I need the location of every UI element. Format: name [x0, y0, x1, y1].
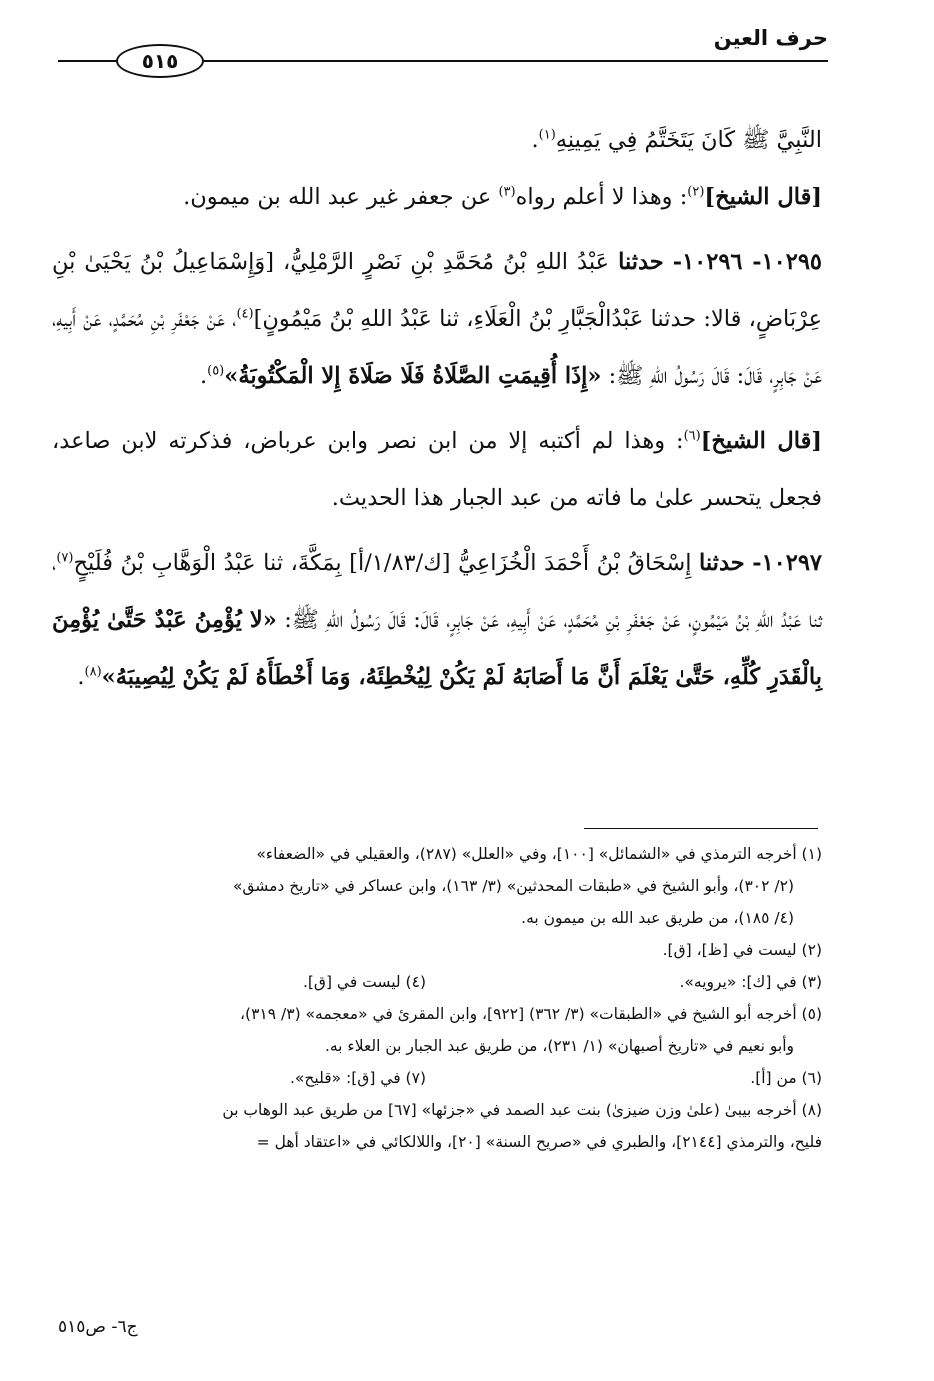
- footnote-5: (٥) أخرجه أبو الشيخ في «الطبقات» (٣/ ٣٦٢) [٩٢٢]، وابن المقرئ في «معجمه» (٣/ ٣١٩)،: [240, 1005, 822, 1023]
- footnote-8: (٨) أخرجه بيبىٰ (علىٰ وزن ضيزىٰ) بنت عبد الصمد في «جزئها» [٦٧] من طريق عبد الوهاب بن: [222, 1101, 822, 1119]
- footnote-separator: [584, 828, 818, 829]
- footnote-3: (٣) في [ك]: «يرويه».: [679, 973, 822, 991]
- footnote-row: [52, 1062, 822, 1094]
- hadith-text: «إِذَا أُقِيمَتِ الصَّلَاةُ فَلَا صَلَاةَ إِلا الْمَكْتُوبَةُ»: [224, 363, 602, 389]
- footnote-4: (٤) ليست في [ق].: [302, 973, 426, 991]
- footnote-8-cont: فليح، والترمذي [٢١٤٤]، والطبري في «صريح السنة» [٢٠]، واللالكائي في «اعتقاد أهل =: [256, 1133, 822, 1151]
- paragraph-1: النَّبِيَّ ﷺ كَانَ يَتَخَتَّمُ فِي يَمِينِهِ$^{(١)}$.: [531, 127, 822, 153]
- footnote-2: (٢) ليست في [ظ]، [ق].: [662, 941, 822, 959]
- hadith-number: ١٠٢٩٥- ١٠٢٩٦-: [672, 249, 822, 275]
- footnote-row: [52, 966, 822, 998]
- footnote-ref: (١): [538, 127, 556, 143]
- footnotes: [52, 838, 822, 1158]
- haddathana-label: حدثنا: [618, 249, 664, 275]
- footnote-ref: (٢): [687, 184, 705, 200]
- sheikh-label: [قال الشيخ]: [704, 184, 822, 210]
- footnote-ref: (٦): [683, 428, 701, 444]
- footnote-ref: (٨): [84, 664, 102, 680]
- footnote-1-cont: (٤/ ١٨٥)، من طريق عبد الله بن ميمون به.: [521, 909, 794, 927]
- paragraph-4: [قال الشيخ]$^{(٦)}$: وهذا لم أكتبه إلا من ابن نصر وابن عرباض، فذكرته لابن صاعد، فجعل يتحسر علىٰ ما فاته من عبد الجبار هذا الحديث.: [52, 428, 822, 511]
- footnote-6: (٦) من [أ].: [750, 1069, 822, 1087]
- footnote-5-cont: وأبو نعيم في «تاريخ أصبهان» (١/ ٢٣١)، من طريق عبد الجبار بن العلاء به.: [324, 1037, 794, 1055]
- haddathana-label: حدثنا: [699, 550, 745, 576]
- footnote-ref: (٣): [498, 184, 516, 200]
- footnote-ref: (٥): [207, 363, 225, 379]
- page-number-badge: ٥١٥: [116, 44, 204, 78]
- chapter-title: حرف العين: [713, 26, 828, 50]
- footnote-ref: (٧): [56, 550, 74, 566]
- main-text: [52, 112, 822, 706]
- paragraph-3: ١٠٢٩٥- ١٠٢٩٦- حدثنا عَبْدُ اللهِ بْنُ مُحَمَّدِ بْنِ نَصْرٍ الرَّمْلِيُّ، [وَإِسْمَاعِيلُ بْنُ يَحْيَىٰ بْنِ عِرْبَاضٍ، قالا: حدثنا عَبْدُالْجَبَّارِ بْنُ الْعَلَاءِ، ثنا عَبْدُ اللهِ بْنُ مَيْمُونٍ]$^{(٤)}$، عَنْ جَعْفَرِ بْنِ مُحَمَّدٍ، عَنْ أَبِيهِ، عَنْ جَابِرٍ، قَالَ: قَالَ رَسُولُ اللهِ ﷺ: «إِذَا أُقِيمَتِ الصَّلَاةُ فَلَا صَلَاةَ إِلا الْمَكْتُوبَةُ»$^{(٥)}$.: [52, 249, 822, 389]
- footnote-ref: (٤): [236, 306, 254, 322]
- sheikh-label: [قال الشيخ]: [700, 428, 822, 454]
- page-footer-label: ج٦- ص٥١٥: [58, 1317, 138, 1337]
- paragraph-5: ١٠٢٩٧- حدثنا إِسْحَاقُ بْنُ أَحْمَدَ الْخُزَاعِيُّ [ك/١/٨٣/أ] بِمَكَّةَ، ثنا عَبْدُ الْوَهَّابِ بْنُ فُلَيْحٍ$^{(٧)}$، ثنا عَبْدُ اللهِ بْنُ مَيْمُونٍ، عَنْ جَعْفَرِ بْنِ مُحَمَّدٍ، عَنْ أَبِيهِ، عَنْ جَابِرٍ، قَالَ: قَالَ رَسُولُ اللهِ ﷺ: «لا يُؤْمِنُ عَبْدٌ حَتَّىٰ يُؤْمِنَ بِالْقَدَرِ كُلِّهِ، حَتَّىٰ يَعْلَمَ أَنَّ مَا أَصَابَهُ لَمْ يَكُنْ لِيُخْطِئَهُ، وَمَا أَخْطَأَهُ لَمْ يَكُنْ لِيُصِيبَهُ»$^{(٨)}$.: [52, 550, 822, 690]
- hadith-number: ١٠٢٩٧-: [752, 550, 822, 576]
- footnote-1-cont: (٢/ ٣٠٢)، وأبو الشيخ في «طبقات المحدثين» (٣/ ١٦٣)، وابن عساكر في «تاريخ دمشق»: [232, 877, 794, 895]
- footnote-7: (٧) في [ق]: «قليح».: [289, 1069, 426, 1087]
- footnote-1: (١) أخرجه الترمذي في «الشمائل» [١٠٠]، وفي «العلل» (٢٨٧)، والعقيلي في «الضعفاء»: [256, 845, 822, 863]
- hadith-text: «لا يُؤْمِنُ عَبْدٌ حَتَّىٰ يُؤْمِنَ بِالْقَدَرِ كُلِّهِ، حَتَّىٰ يَعْلَمَ أَنَّ مَا أَصَابَهُ لَمْ يَكُنْ لِيُخْطِئَهُ، وَمَا أَخْطَأَهُ لَمْ يَكُنْ لِيُصِيبَهُ»: [52, 607, 822, 690]
- paragraph-2: [قال الشيخ]$^{(٢)}$: وهذا لا أعلم رواه$^{(٣)}$ عن جعفر غير عبد الله بن ميمون.: [183, 184, 822, 210]
